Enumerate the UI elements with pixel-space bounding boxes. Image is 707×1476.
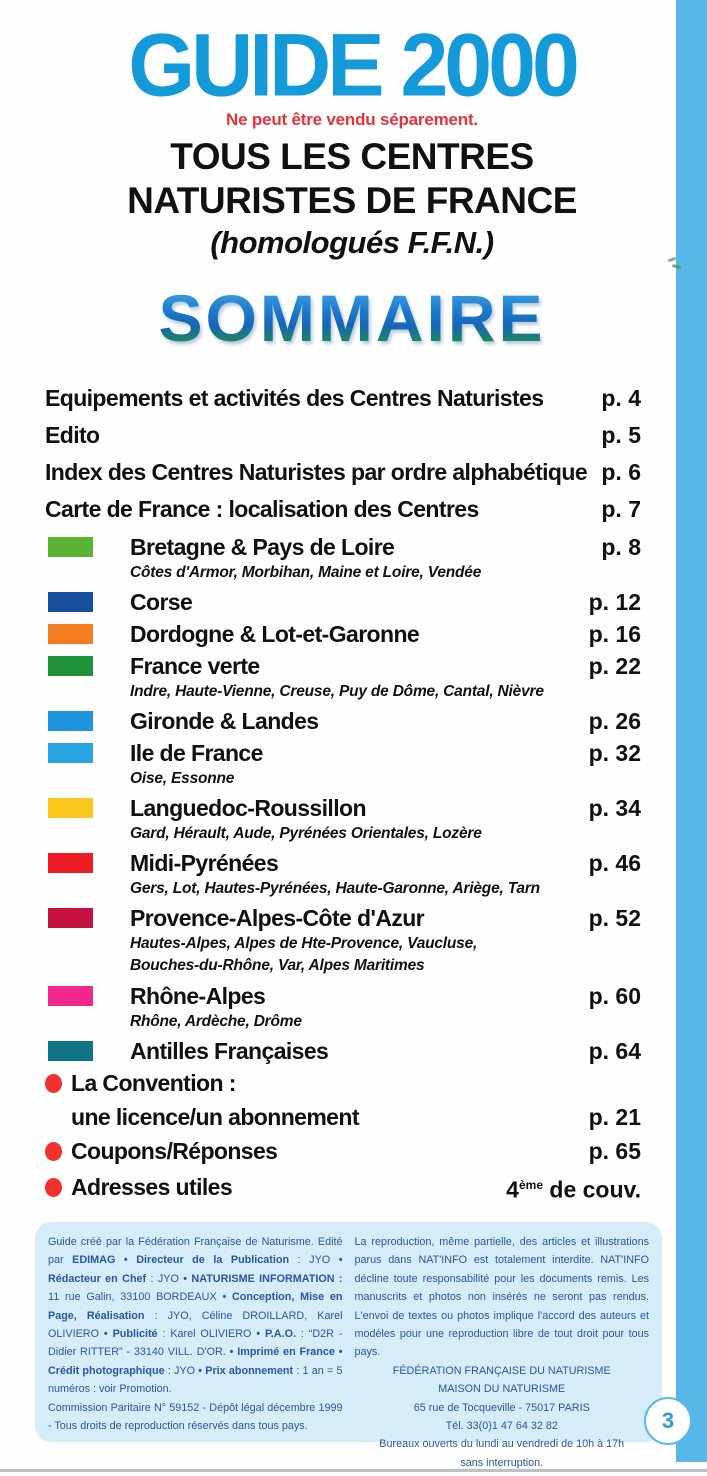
federation-address-block xyxy=(355,1362,650,1472)
region-label: Dordogne & Lot-et-Garonne xyxy=(130,621,420,647)
bullet-icon xyxy=(45,1142,62,1161)
region-page: p. 60 xyxy=(588,983,641,1009)
region-label: Bretagne & Pays de Loire xyxy=(130,534,395,560)
region-page: p. 64 xyxy=(588,1038,641,1064)
federation-address-line: Tél. 33(0)1 47 64 32 82 xyxy=(445,1420,558,1433)
toc-bullet-entry-line2 xyxy=(71,1102,641,1132)
region-label: Rhône-Alpes xyxy=(130,983,266,1009)
sommaire-heading: SOMMAIRE xyxy=(158,280,546,355)
federation-address-line: MAISON DU NATURISME xyxy=(438,1383,566,1396)
region-label: Provence-Alpes-Côte d'Azur xyxy=(130,905,425,931)
toc-region-entry xyxy=(45,903,641,933)
region-label: Antilles Françaises xyxy=(130,1038,329,1064)
page-header xyxy=(22,0,682,355)
region-label: France verte xyxy=(130,653,260,679)
toc-entry-page: p. 7 xyxy=(601,496,641,522)
toc-region-entry xyxy=(45,587,641,617)
homologation-note: (homologués F.F.N.) xyxy=(210,224,494,260)
federation-address-line: FÉDÉRATION FRANÇAISE DU NATURISME xyxy=(392,1364,611,1377)
federation-address-line: sans interruption. xyxy=(460,1456,544,1469)
guide-title: GUIDE 2000 xyxy=(128,15,576,116)
region-departments: Oise, Essonne xyxy=(130,770,235,787)
toc-region-entry xyxy=(45,706,641,736)
region-page: p. 8 xyxy=(601,534,641,560)
bullet-label: Adresses utiles xyxy=(71,1174,233,1201)
bullet-label: Coupons/Réponses xyxy=(71,1138,278,1164)
region-label: Ile de France xyxy=(130,740,263,766)
toc-entry xyxy=(45,421,641,450)
toc-entry xyxy=(45,384,641,413)
toc-region-entry xyxy=(45,848,641,878)
region-page: p. 22 xyxy=(588,653,641,679)
toc-entry-page: p. 6 xyxy=(601,459,641,485)
region-page: p. 52 xyxy=(588,905,641,931)
region-departments: Gers, Lot, Hautes-Pyrénées, Haute-Garonne, Ariège, Tarn xyxy=(130,880,540,897)
toc-bullet-entry xyxy=(45,1170,641,1205)
region-color-swatch xyxy=(48,986,93,1006)
region-color-swatch xyxy=(48,592,93,612)
toc-entry-label: Edito xyxy=(45,422,100,448)
toc-entry xyxy=(45,458,641,487)
region-label: Gironde & Landes xyxy=(130,708,319,734)
region-departments: Bouches-du-Rhône, Var, Alpes Maritimes xyxy=(130,957,425,974)
region-page: p. 12 xyxy=(588,589,641,615)
toc-region-entry xyxy=(45,619,641,649)
toc-entry-label: Index des Centres Naturistes par ordre alphabétique xyxy=(45,459,588,485)
region-departments: Hautes-Alpes, Alpes de Hte-Provence, Vaucluse, xyxy=(130,935,478,952)
region-page: p. 34 xyxy=(588,795,641,821)
page-bottom-edge xyxy=(0,1469,707,1472)
region-label: Corse xyxy=(130,589,193,615)
toc-region-entry xyxy=(45,738,641,768)
region-color-swatch xyxy=(48,624,93,644)
region-color-swatch xyxy=(48,908,93,928)
commission-paragraph: Commission Paritaire N° 59152 - Dépôt légal décembre 1999 - Tous droits de reproduction réservés dans tous pays. xyxy=(48,1401,343,1433)
federation-address-line: Bureaux ouverts du lundi au vendredi de 10h à 17h xyxy=(379,1438,625,1451)
region-label: Midi-Pyrénées xyxy=(130,850,279,876)
region-departments: Rhône, Ardèche, Drôme xyxy=(130,1013,302,1030)
region-color-swatch xyxy=(48,853,93,873)
sale-notice: Ne peut être vendu séparement. xyxy=(226,110,478,129)
toc-entry-label: Equipements et activités des Centres Naturistes xyxy=(45,385,544,411)
page-number-badge xyxy=(644,1397,692,1445)
region-color-swatch xyxy=(48,1041,93,1061)
region-departments: Gard, Hérault, Aude, Pyrénées Orientales, Lozère xyxy=(130,825,482,842)
bullet-label: une licence/un abonnement xyxy=(71,1104,359,1130)
toc-entry-label: Carte de France : localisation des Centres xyxy=(45,496,479,522)
region-label: Languedoc-Roussillon xyxy=(130,795,366,821)
toc-region-entry xyxy=(45,651,641,681)
toc-bullet-entry xyxy=(45,1068,641,1098)
bullet-page: p. 21 xyxy=(588,1104,641,1130)
region-color-swatch xyxy=(48,711,93,731)
toc-entry-page: p. 5 xyxy=(601,422,641,448)
footer-right-column xyxy=(354,1233,650,1469)
region-color-swatch xyxy=(48,798,93,818)
region-departments: Côtes d'Armor, Morbihan, Maine et Loire, Vendée xyxy=(130,564,482,581)
bullet-page: 4ème de couv. xyxy=(506,1176,641,1203)
bullet-page: p. 65 xyxy=(588,1138,641,1164)
credits-paragraph: Guide créé par la Fédération Française de Naturisme. Edité par EDIMAG • Directeur de la Publication : JYO • Rédacteur en Chef : JYO • NATURISME INFORMATION : 11 rue Galin, 33100 BORDEAUX • Conception, Mise en Page, Réalisation : JYO, Céline DROILLARD, Karel OLIVIERO • Publicité : Karel OLIVIERO • P.A.O. : “D2R - Didier RITTER” - 33140 VILL. D'OR. • Imprimé en France • Crédit photographique : JYO • Prix abonnement : 1 an = 5 numéros : voir Promotion. xyxy=(48,1236,343,1396)
table-of-contents xyxy=(45,384,641,1209)
reproduction-paragraph: La reproduction, même partielle, des articles et illustrations parus dans NAT'INFO est totalement interdite. NAT'INFO décline toute responsabilité pour les documents remis. Les manuscrits et photos non insérés ne seront pas rendus. L'envoi de textes ou photos implique l'accord des auteurs et modèles pour une reproduction libre de tout droit pour tous pays. xyxy=(354,1236,649,1359)
toc-region-entry xyxy=(45,532,641,562)
page-number: 3 xyxy=(661,1408,675,1433)
bullet-icon xyxy=(45,1074,62,1093)
toc-entry xyxy=(45,495,641,524)
toc-region-entry xyxy=(45,981,641,1011)
toc-region-entry xyxy=(45,1036,641,1066)
toc-bullet-entry xyxy=(45,1136,641,1166)
region-color-swatch xyxy=(48,743,93,763)
subtitle-line2: NATURISTES DE FRANCE xyxy=(127,180,577,222)
region-page: p. 16 xyxy=(588,621,641,647)
toc-entry-page: p. 4 xyxy=(601,385,641,411)
region-departments: Indre, Haute-Vienne, Creuse, Puy de Dôme, Cantal, Nièvre xyxy=(130,683,544,700)
footer-box xyxy=(35,1222,662,1469)
subtitle-line1: TOUS LES CENTRES xyxy=(170,136,534,177)
region-color-swatch xyxy=(48,537,93,557)
region-page: p. 32 xyxy=(588,740,641,766)
footer-left-column xyxy=(48,1233,343,1431)
bullet-icon xyxy=(45,1178,62,1197)
region-color-swatch xyxy=(48,656,93,676)
region-page: p. 46 xyxy=(588,850,641,876)
region-page: p. 26 xyxy=(588,708,641,734)
federation-address-line: 65 rue de Tocqueville - 75017 PARIS xyxy=(413,1401,590,1414)
toc-region-entry xyxy=(45,793,641,823)
bullet-label: La Convention : xyxy=(71,1070,236,1096)
